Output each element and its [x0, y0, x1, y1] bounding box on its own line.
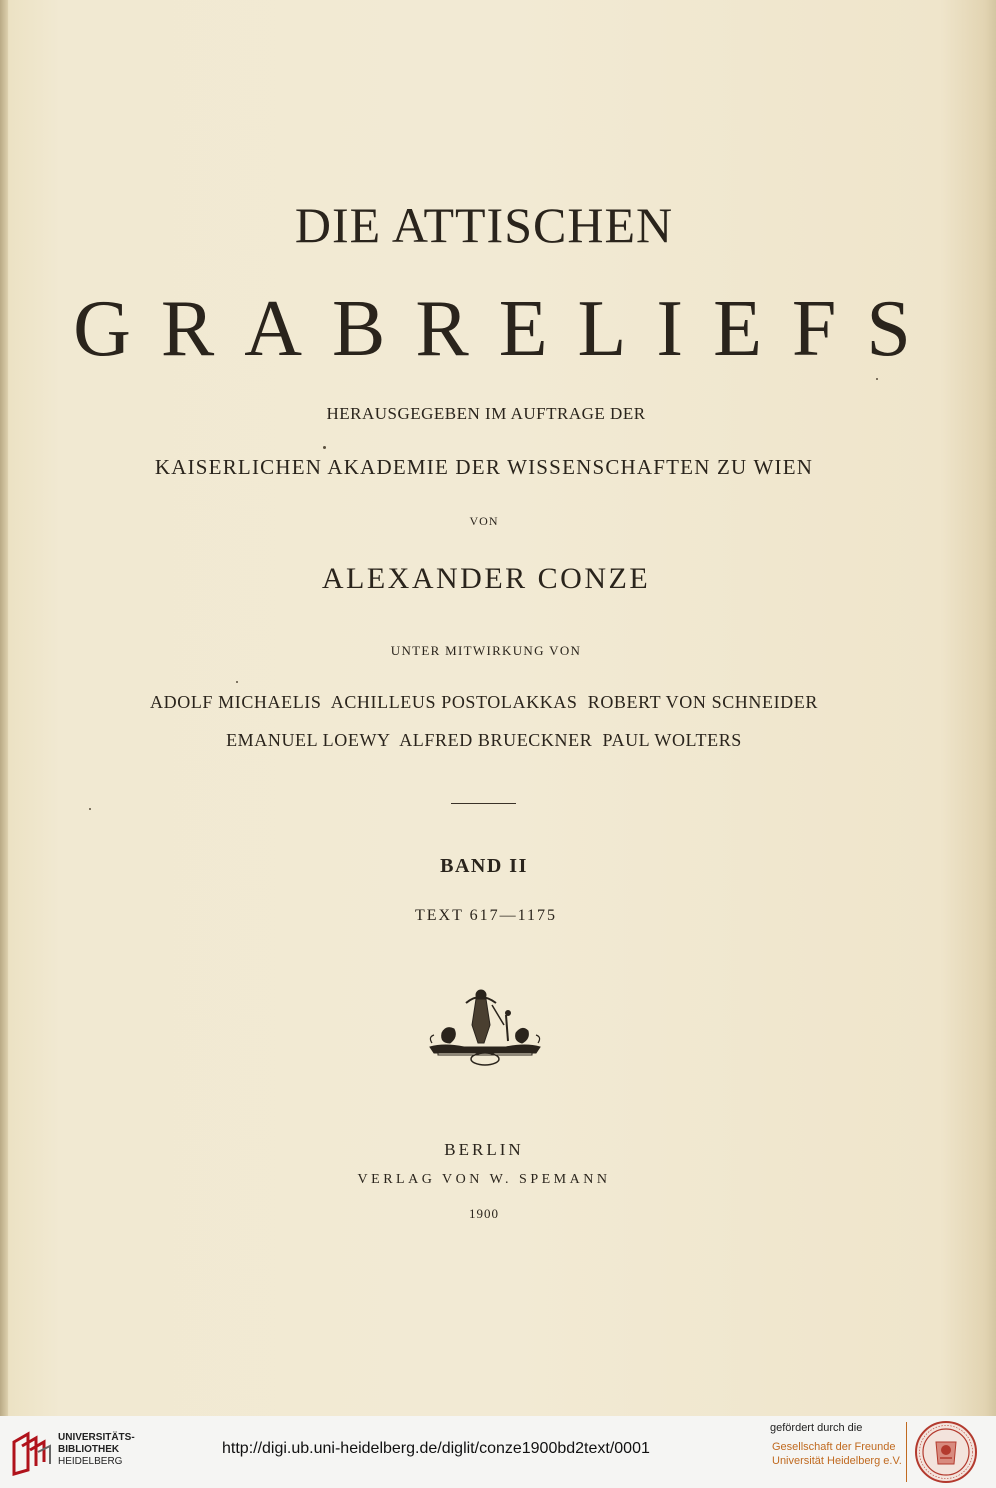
library-name-line-3: HEIDELBERG: [58, 1456, 123, 1467]
paper-speck: [236, 681, 238, 683]
mitwirkung-label: UNTER MITWIRKUNG VON: [390, 643, 582, 658]
divider-rule: [451, 803, 516, 804]
permalink-url[interactable]: http://digi.ub.uni-heidelberg.de/diglit/conze1900bd2text/0001: [222, 1440, 650, 1457]
paper-speck: [89, 808, 91, 810]
sponsor-name-line-2: Universität Heidelberg e.V.: [772, 1455, 902, 1467]
publisher-emblem-icon: [424, 985, 546, 1069]
footer-bar: [0, 1416, 996, 1488]
library-name-line-1: UNIVERSITÄTS-: [58, 1432, 135, 1443]
imprint-year: 1900: [469, 1206, 499, 1221]
library-name-line-2: BIBLIOTHEK: [58, 1444, 120, 1455]
sponsor-name-line-1: Gesellschaft der Freunde: [772, 1441, 896, 1453]
subtitle-line-2: KAISERLICHEN AKADEMIE DER WISSENSCHAFTEN ZU WIEN: [154, 455, 814, 479]
title-line-2: GRABRELIEFS: [73, 285, 941, 373]
contributors-line-2: EMANUEL LOEWY ALFRED BRUECKNER PAUL WOLTERS: [226, 730, 742, 750]
imprint-city: BERLIN: [444, 1140, 524, 1159]
sponsor-name: [772, 1440, 902, 1468]
sponsor-divider: [906, 1422, 907, 1482]
volume-text-range: TEXT 617—1175: [415, 907, 557, 924]
paper-speck: [876, 378, 878, 380]
library-logo-icon: [10, 1428, 54, 1476]
library-name: [58, 1432, 135, 1468]
imprint-publisher: VERLAG VON W. SPEMANN: [357, 1172, 611, 1187]
title-line-1: DIE ATTISCHEN: [294, 197, 674, 253]
subtitle-line-1: HERAUSGEGEBEN IM AUFTRAGE DER: [326, 404, 646, 423]
contributors-line-1: ADOLF MICHAELIS ACHILLEUS POSTOLAKKAS ROBERT VON SCHNEIDER: [150, 692, 818, 712]
author-name: ALEXANDER CONZE: [321, 562, 651, 595]
volume-band: BAND II: [440, 855, 528, 877]
von-label: VON: [469, 514, 499, 528]
university-seal-icon: [914, 1420, 978, 1484]
paper-speck: [323, 446, 326, 449]
sponsor-intro: gefördert durch die: [770, 1422, 863, 1434]
